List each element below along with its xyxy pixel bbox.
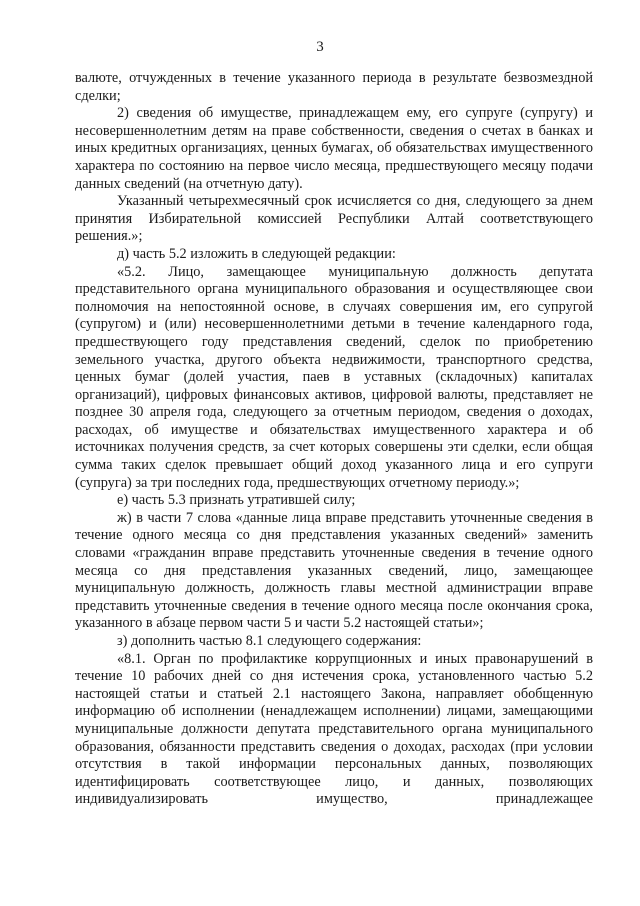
page-number: 3 xyxy=(316,39,324,55)
paragraph: Указанный четырехмесячный срок исчисляется со дня, следующего за днем принятия Избирательной комиссией Республики Алтай соответствующего решения.»; xyxy=(75,193,593,245)
document-body xyxy=(75,70,593,809)
paragraph: з) дополнить частью 8.1 следующего содержания: xyxy=(117,633,422,649)
paragraph: д) часть 5.2 изложить в следующей редакции: xyxy=(117,245,396,262)
paragraph: 2) сведения об имуществе, принадлежащем ему, его супруге (супругу) и несовершеннолетним детям на праве собственности, сведения о счетах в банках и иных кредитных организациях, ценных бумагах, об обязательствах имущественного характера по состоянию на первое число месяца, предшествующего месяцу подачи данных сведений (на отчетную дату). xyxy=(75,105,593,192)
paragraph: «5.2. Лицо, замещающее муниципальную должность депутата представительного органа муниципального образования и осуществляющее свои полномочия на непостоянной основе, в случаях совершения им, его супругой (супругом) и (или) несовершеннолетними детьми в течение календарного года, предшествующего году представления сведений, сделок по приобретению земельного участка, другого объекта недвижимости, транспортного средства, ценных бумаг (долей участия, паев в уставных (складочных) капиталах организаций), цифровых финансовых активов, цифровой валюты, представляет не позднее 30 апреля года, следующего за отчетным периодом, сведения о доходах, расходах, об имуществе и обязательствах имущественного характера и об источниках получения средств, за счет которых совершены эти сделки, если общая сумма таких сделок превышает общий доход указанного лица и его супруги (супруга) за три последних года, предшествующих отчетному периоду.»; xyxy=(75,263,593,491)
paragraph: е) часть 5.3 признать утратившей силу; xyxy=(117,492,356,509)
paragraph: валюте, отчужденных в течение указанного периода в результате безвозмездной сделки; xyxy=(75,70,593,104)
paragraph: ж) в части 7 слова «данные лица вправе представить уточненные сведения в течение одного месяца со дня представления указанных сведений» заменить словами «гражданин вправе представить уточненные сведения в течение одного месяца со дня представления указанных сведений, лицо, замещающее муниципальную должность, должность главы местной администрации вправе представить уточненные сведения в течение одного месяца после окончания срока, указанного в абзаце первом части 5 и части 5.2 настоящей статьи»; xyxy=(75,509,593,632)
paragraph: «8.1. Орган по профилактике коррупционных и иных правонарушений в течение 10 рабочих дней со дня истечения срока, установленного частью 5.2 настоящей статьи и статьей 2.1 настоящего Закона, направляет обобщенную информацию об исполнении (ненадлежащем исполнении) лицами, замещающими муниципальные должности депутата представительного органа муниципального образования, обязанности представить сведения о доходах, расходах (при условии отсутствия в такой информации персональных данных, позволяющих идентифицировать соответствующее лицо, и данных, позволяющих индивидуализировать имущество, принадлежащее xyxy=(75,650,593,808)
